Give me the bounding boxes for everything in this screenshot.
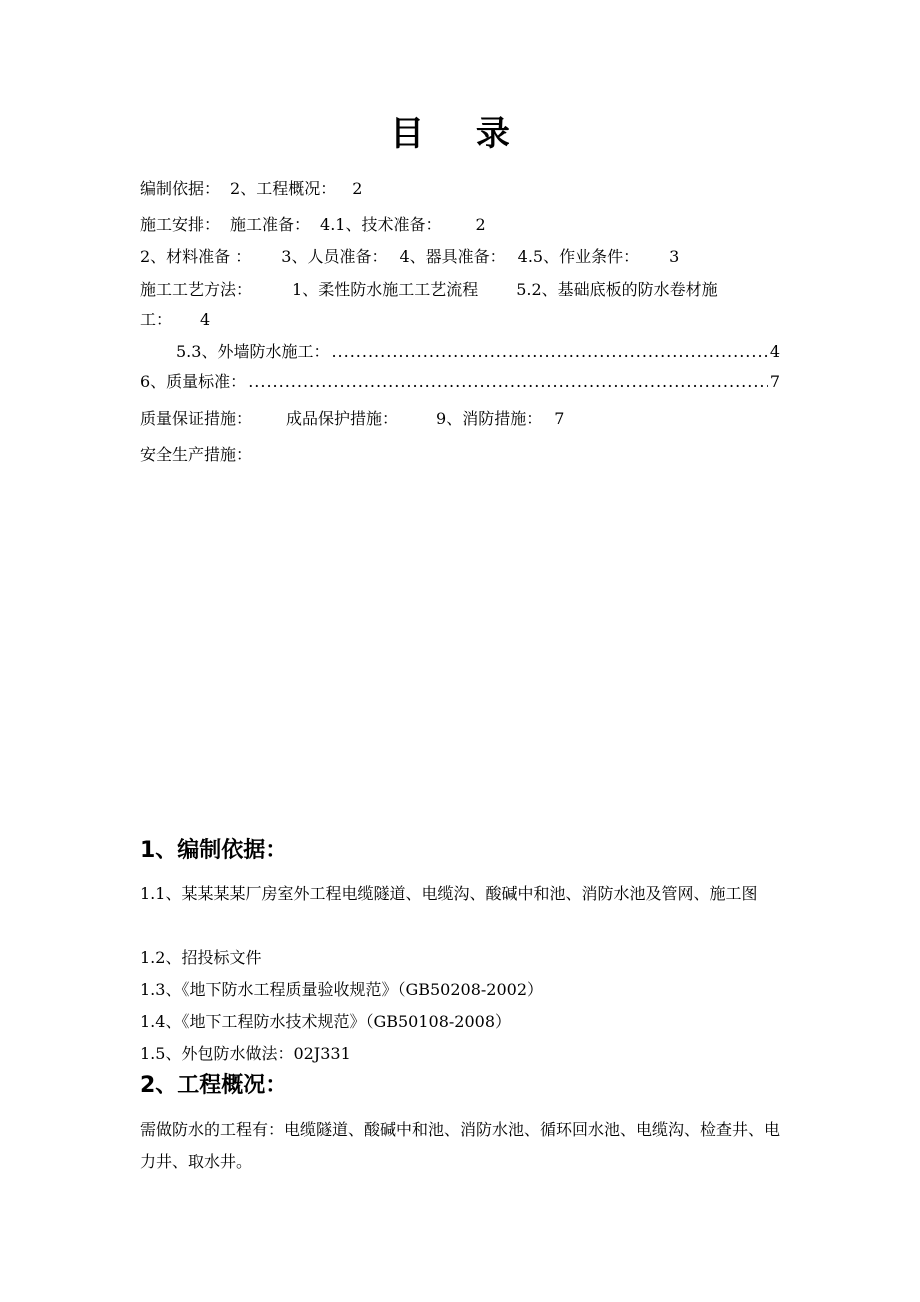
list-item: 1.2、招投标文件: [140, 948, 262, 967]
toc-page-number: 3: [669, 247, 680, 266]
toc-entry: 工：: [140, 310, 173, 329]
toc-entry[interactable]: 质量保证措施：: [140, 409, 253, 428]
list-item: 1.4、《地下工程防水技术规范》（GB50108-2008）: [140, 1012, 512, 1031]
toc-entry[interactable]: 4.1、技术准备：: [320, 215, 442, 234]
toc-row[interactable]: [176, 341, 780, 363]
toc-entry[interactable]: 6、质量标准：: [140, 372, 247, 391]
toc-title: 目 录: [390, 114, 530, 154]
toc-entry[interactable]: 成品保护措施：: [286, 409, 399, 428]
toc-row: [140, 444, 252, 466]
toc-row[interactable]: [140, 371, 780, 393]
toc-entry[interactable]: 安全生产措施：: [140, 445, 253, 464]
toc-page-number: 2: [475, 215, 486, 234]
toc-entry[interactable]: 3、人员准备：: [281, 247, 388, 266]
toc-entry[interactable]: 4、器具准备：: [399, 247, 506, 266]
toc-entry[interactable]: 5.3、外墙防水施工：: [176, 342, 330, 361]
toc-entry[interactable]: 施工安排：: [140, 215, 221, 234]
toc-entry[interactable]: 2、工程概况：: [230, 179, 337, 198]
toc-row: [140, 178, 362, 200]
toc-page-number: 2: [352, 179, 363, 198]
toc-entry[interactable]: 9、消防措施：: [436, 409, 543, 428]
list-item: 1.1、某某某某厂房室外工程电缆隧道、电缆沟、酸碱中和池、消防水池及管网、施工图: [140, 884, 758, 903]
toc-row: [140, 408, 564, 430]
toc-page-number: 7: [554, 409, 565, 428]
toc-entry[interactable]: 5.2、基础底板的防水卷材施: [516, 280, 718, 299]
toc-entry[interactable]: 编制依据：: [140, 179, 221, 198]
toc-leader-dots: [331, 341, 767, 363]
toc-leader-dots: [248, 371, 768, 393]
section-heading: 1、编制依据：: [140, 838, 288, 863]
toc-entry[interactable]: 施工工艺方法：: [140, 280, 253, 299]
paragraph: 需做防水的工程有：电缆隧道、酸碱中和池、消防水池、循环回水池、电缆沟、检查井、电力井、取水井。: [140, 1120, 781, 1171]
toc-row: [140, 309, 210, 331]
list-item: 1.5、外包防水做法：02J331: [140, 1044, 351, 1063]
toc-page-number: 4: [200, 310, 211, 329]
list-item: 1.3、《地下防水工程质量验收规范》（GB50208-2002）: [140, 980, 544, 999]
toc-row: [140, 214, 486, 236]
section-heading: 2、工程概况：: [140, 1073, 288, 1098]
toc-entry[interactable]: 1、柔性防水施工工艺流程: [292, 280, 479, 299]
toc-row: [140, 246, 679, 268]
toc-page-number: 7: [769, 372, 780, 391]
toc-entry[interactable]: 4.5、作业条件：: [517, 247, 640, 266]
toc-entry[interactable]: 施工准备：: [230, 215, 311, 234]
toc-page-number: 4: [769, 342, 780, 361]
toc-entry[interactable]: 2、材料准备 ：: [140, 247, 252, 266]
toc-row: [140, 279, 718, 301]
